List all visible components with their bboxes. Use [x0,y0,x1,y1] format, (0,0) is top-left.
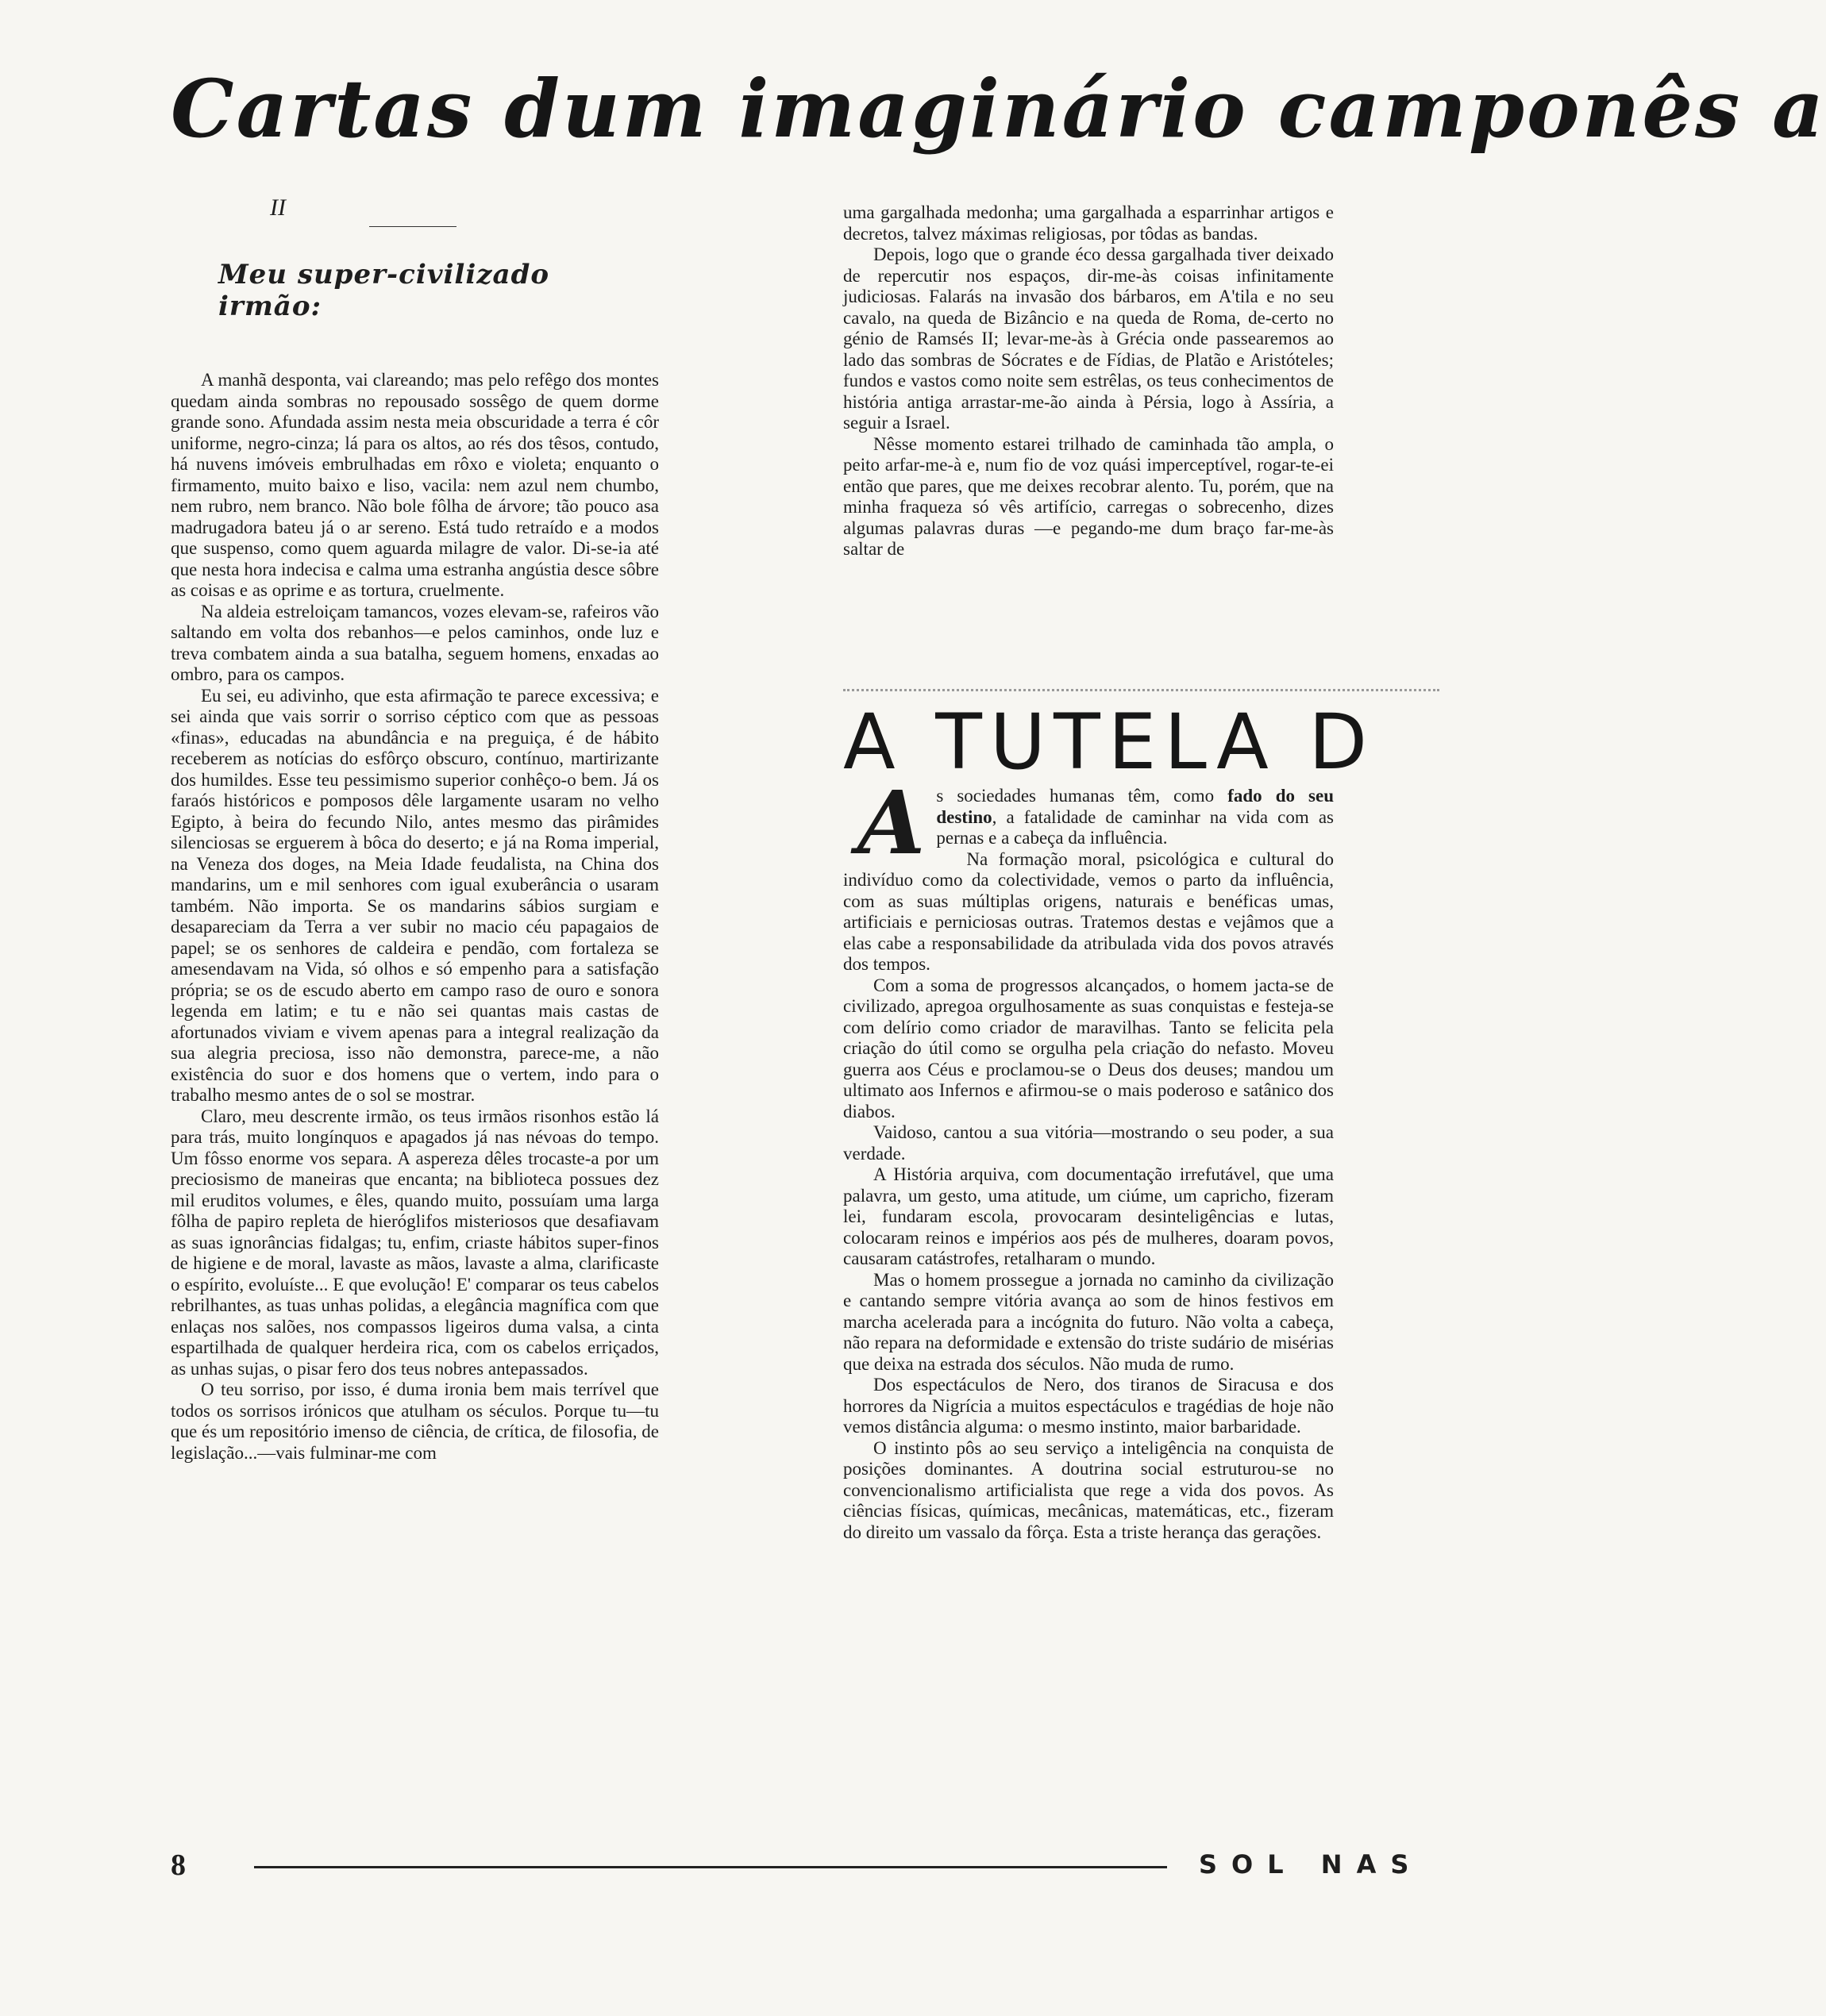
article-paragraph: Vaidoso, cantou a sua vitória—mostrando o seu poder, a sua verdade. [843,1122,1334,1164]
drop-cap: A [857,771,926,874]
letter-paragraph: O teu sorriso, por isso, é duma ironia bem mais terrível que todos os sorrisos irónicos que atulham os séculos. Porque tu—tu que és um repositório imenso de ciência, de crítica, de filosofia, de legislação...—vais fulminar-me com [171,1379,659,1463]
article-paragraph: O instinto pôs ao seu serviço a inteligência na conquista de posições dominantes. A doutrina social estruturou-se no convencionalismo artificialista que rege a vida dos povos. As ciências físicas, químicas, mecânicas, matemáticas, etc., fizeram do direito um vassalo da fôrça. Esta a triste herança das gerações. [843,1437,1334,1542]
letter-column [171,194,659,1464]
footer-rule [254,1866,1167,1868]
article-headline: A TUTELA D [843,698,1376,787]
letter-paragraph: Depois, logo que o grande éco dessa gargalhada tiver deixado de repercutir nos espaços, dir-me-às coisas infinitamente judiciosas. Falarás na invasão dos bárbaros, em A'tila e no seu cavalo, na queda de Bizâncio e na queda de Roma, de-certo no génio de Ramsés II; levar-me-às à Grécia onde passearemos ao lado das sombras de Sócrates e de Fídias, de Platão e Aristóteles; fundos e vastos como noite sem estrêlas, os teus conhecimentos de história antiga arrastar-me-ão ainda à Pérsia, logo à Assíria, a seguir a Israel. [843,244,1334,433]
letter-salutation: Meu super-civilizado irmão: [218,259,550,322]
page-number: 8 [171,1849,186,1882]
first-paragraph-tail: , a fatalidade de caminhar na vida com as pernas e a cabeça da influência. [936,806,1334,848]
letter-numeral: II [270,194,286,221]
article-first-paragraph [843,771,1335,874]
letter-paragraph: uma gargalhada medonha; uma gargalhada a esparrinhar artigos e decretos, talvez máximas religiosas, por tôdas as bandas. [843,202,1334,244]
letter-paragraph: A manhã desponta, vai clareando; mas pelo refêgo dos montes quedam ainda sombras no repousado sossêgo de quem dorme grande sono. Afundada assim nesta meia obscuridade a terra é côr uniforme, negro-cinza; lá para os altos, ao rés dos têsos, contudo, há nuvens imóveis embrulhadas em rôxo e violeta; enquanto o firmamento, muito baixo e liso, vacila: nem azul nem chumbo, nem rubro, nem branco. Não bole fôlha de árvore; tão pouco asa madrugadora bateu já o ar sereno. Está tudo retraído e a modos que suspenso, como quem aguarda milagre de valor. Di-se-ia até que nesta hora indecisa e calma uma estranha angústia desce sôbre as coisas e as oprime e as tortura, cruelmente. [171,370,659,600]
page-headline: Cartas dum imaginário camponês a [171,62,1826,156]
article-column [843,771,1335,1543]
article-paragraph: A História arquiva, com documentação irrefutável, que uma palavra, um gesto, uma atitude, um ciúme, um capricho, fizeram lei, fundaram escola, provocaram desinteligências e lutas, colocaram reinos e impérios aos pés de mulheres, doaram povos, causaram catástrofes, retalharam o mundo. [843,1164,1334,1268]
letter-paragraph: Na aldeia estreloiçam tamancos, vozes elevam-se, rafeiros vão saltando em volta dos rebanhos—e pelos caminhos, onde luz e treva combatem ainda a sua batalha, seguem homens, enxadas ao ombro, para os campos. [171,601,659,684]
first-paragraph-bold: fado do seu destino [936,786,1335,827]
article-paragraph: Na formação moral, psicológica e cultural do indivíduo como da colectividade, vemos o parto da influência, com as suas múltiplas origens, naturais e benéficas umas, artificiais e perniciosas outras. Tratemos destas e vejâmos que a elas cabe a responsabilidade da atribulada vida dos povos através dos tempos. [843,848,1334,974]
publication-name: SOL NAS [1199,1849,1423,1879]
article-paragraph: Dos espectáculos de Nero, dos tiranos de Siracusa e dos horrores da Nigrícia a muitos espectáculos e tragédias de hoje não vemos distância alguma: o mesmo instinto, maior barbaridade. [843,1375,1334,1437]
letter-paragraph: Claro, meu descrente irmão, os teus irmãos risonhos estão lá para trás, muito longínquos e apagados já nas névoas do tempo. Um fôsso enorme vos separa. A aspereza dêles trocaste-a por um preciosismo de maneiras que encanta; na biblioteca possues dez mil eruditos volumes, e êles, quando muito, possuíam uma larga fôlha de papiro repleta de hieróglifos misteriosos que desafiavam as suas ignorâncias fidalgas; tu, enfim, criaste hábitos super-finos de higiene e de moral, lavaste as mãos, lavaste a alma, clarificaste o espírito, evoluíste... E que evolução! E' comparar os teus cabelos rebrilhantes, as tuas unhas polidas, a elegância magnífica com que enlaças nos salões, nos compassos ligeiros duma valsa, a cinta espartilhada de qualquer herdeira rica, com os cabelos erriçados, as unhas sujas, o pisar fero dos teus nobres antepassados. [171,1106,659,1379]
article-paragraph: Mas o homem prossegue a jornada no caminho da civilização e cantando sempre vitória avança ao som de hinos festivos em marcha acelerada para a incógnita do futuro. Não volta a cabeça, não repara na deformidade e extensão do triste sudário de misérias que deixa na estrada dos séculos. Não muda de rumo. [843,1269,1334,1374]
letter-paragraph: Nêsse momento estarei trilhado de caminhada tão ampla, o peito arfar-me-à e, num fio de voz quási imperceptível, rogar-te-ei então que pares, que me deixes recobrar alento. Tu, porém, que na minha fraqueza só vês artifício, carregas o sobrecenho, dizes algumas palavras duras —e pegando-me dum braço far-me-às saltar de [843,433,1334,559]
letter-paragraph: Eu sei, eu adivinho, que esta afirmação te parece excessiva; e sei ainda que vais sorrir o sorriso céptico com que as pessoas «finas», educadas na abundância e na preguiça, é de hábito receberem as notícias do esfôrço obscuro, contínuo, martirizante dos humildes. Esse teu pessimismo superior conhêço-o bem. Já os faraós históricos e pomposos dêle largamente usaram no velho Egipto, à beira do fecundo Nilo, antes mesmo das pirâmides silenciosas se erguerem à bôca do deserto; e já na Roma imperial, na Veneza dos doges, na Meia Idade feudalista, na China dos mandarins, um e mil senhores com igual exuberância o usaram também. Não importa. Se os mandarins sábios surgiam e desapareciam da Terra a ver subir no macio céu papagaios de papel; se os senhores de caldeira e pendão, com fortaleza se amesendavam na Vida, só olhos e só empenho para a satisfação própria; se os de escudo aberto em campo raso de ouro e sonora legenda em latim; e tu e não sei quantas mais castas de afortunados viviam e vivem apenas para a integral realização da sua alegria preciosa, isso não demonstra, parece-me, a não existência do suor e dos homens que o vertem, indo para o trabalho mesmo antes de o sol se mostrar. [171,685,659,1105]
first-paragraph-start: s sociedades humanas têm, como [936,786,1228,806]
letter-continuation-column [843,202,1334,560]
section-divider [843,689,1439,698]
article-paragraph: Com a soma de progressos alcançados, o homem jacta-se de civilizado, apregoa orgulhosamente as suas conquistas e festeja-se com delírio como criador de maravilhas. Tanto se felicita pela criação do útil como se orgulha pela criação do nefasto. Moveu guerra aos Céus e proclamou-se o Deus dos deuses; mandou um ultimato aos Infernos e afirmou-se o mais poderoso e satânico dos diabos. [843,975,1334,1121]
numeral-underline [369,226,456,227]
